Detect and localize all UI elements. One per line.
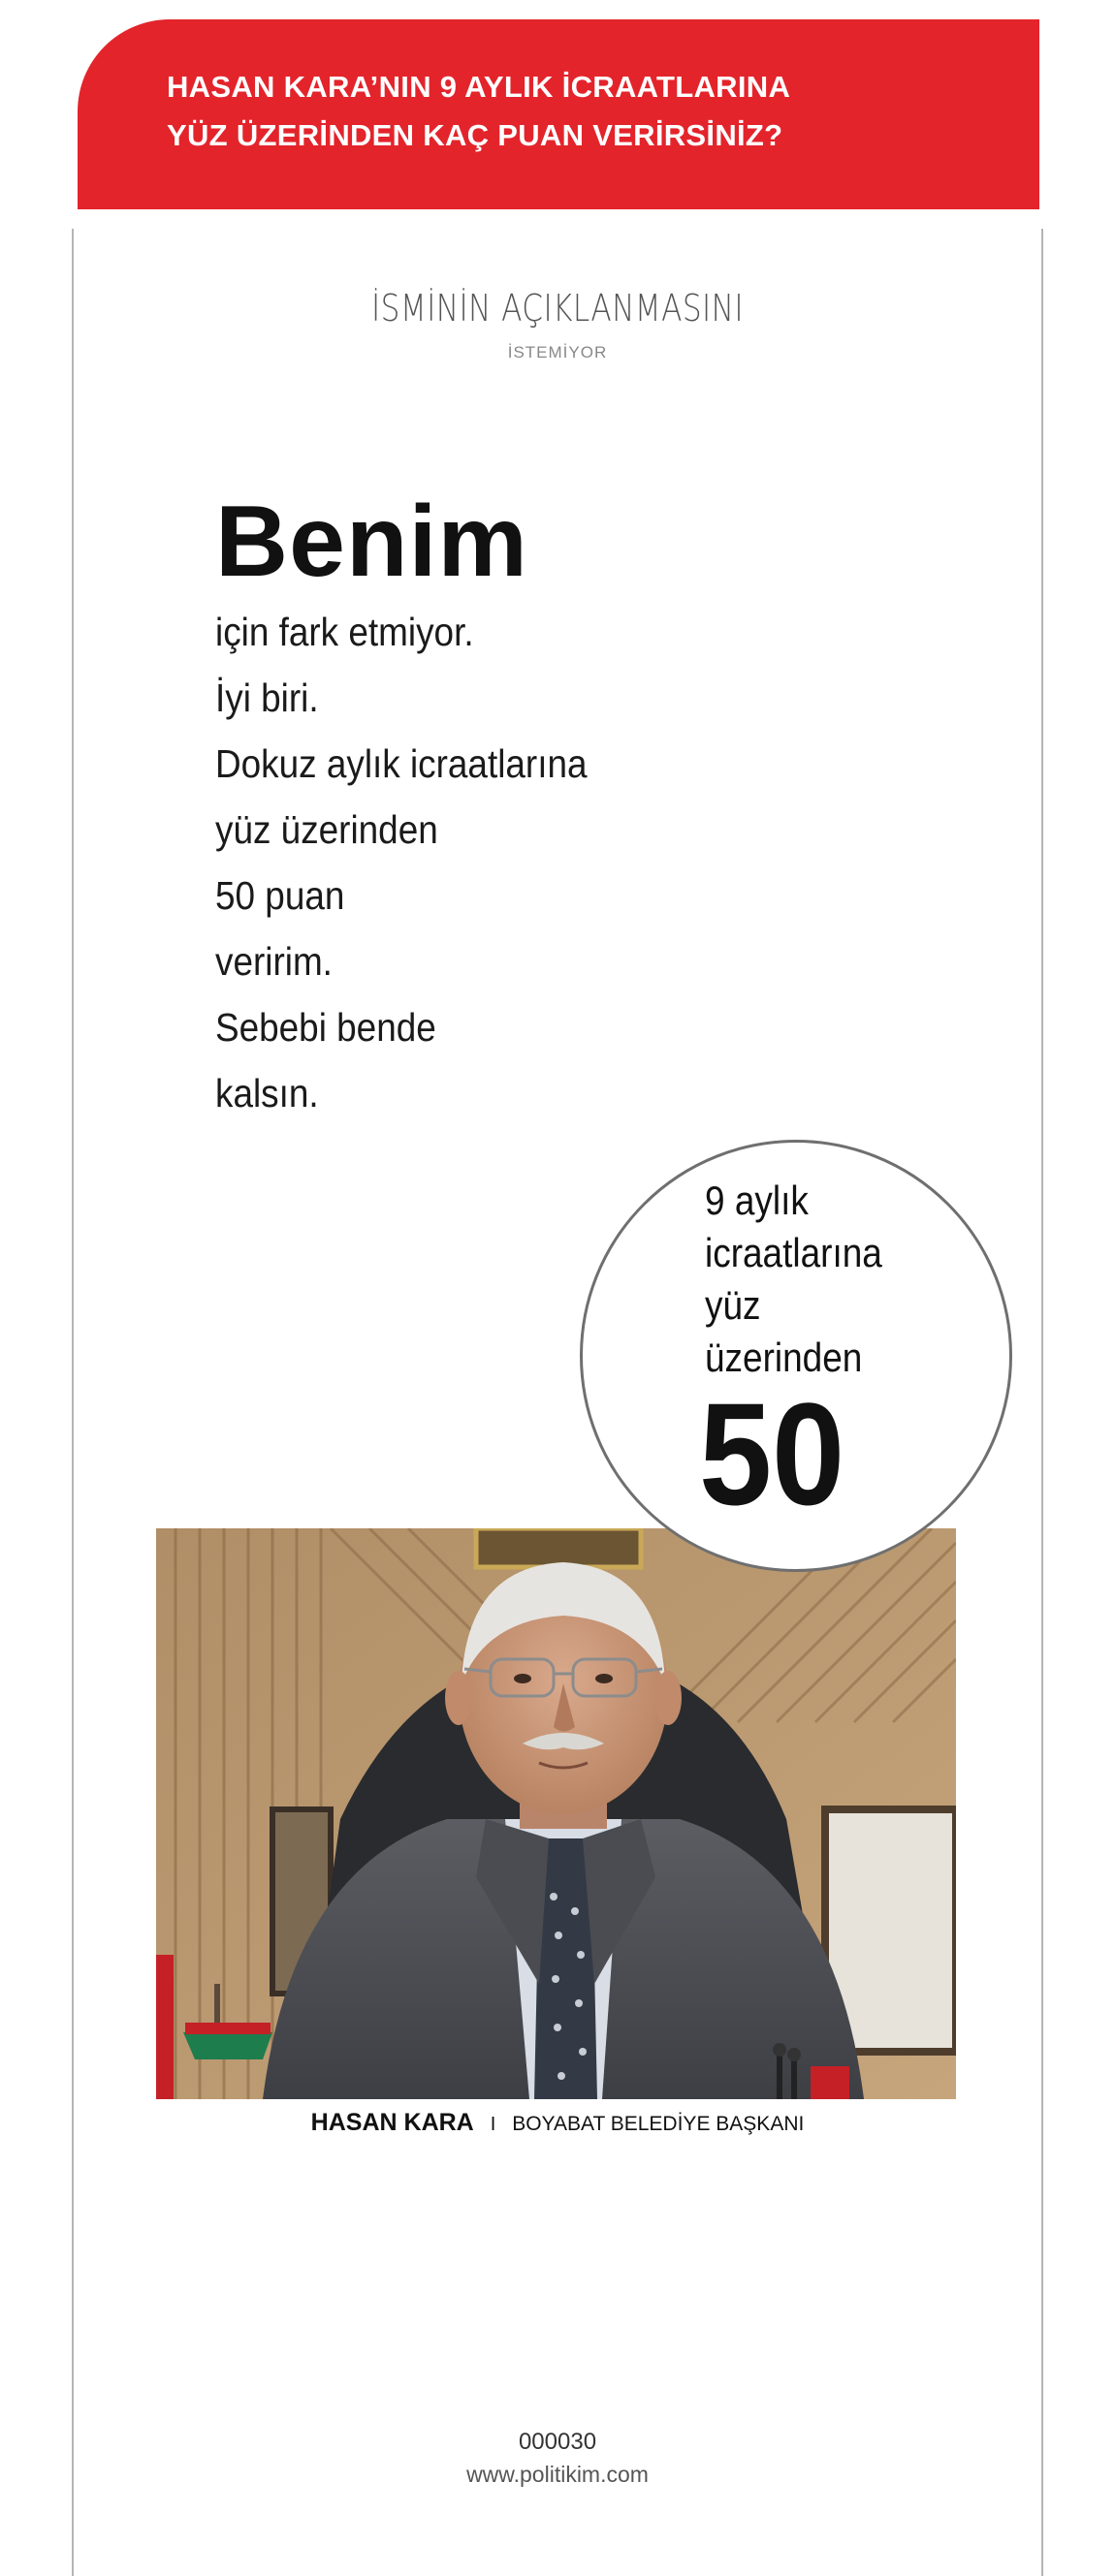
question-banner — [78, 19, 1039, 209]
page-frame-left-border — [72, 229, 74, 2576]
quote-line: için fark etmiyor. — [215, 610, 474, 654]
quote-text — [215, 599, 628, 1126]
photo-caption — [0, 2109, 1115, 2137]
respondent-subtitle: İSTEMİYOR — [507, 343, 608, 361]
caption-title: BOYABAT BELEDİYE BAŞKANI — [512, 2113, 805, 2135]
quote-line: kalsın. — [215, 1071, 319, 1115]
quote-line: yüz üzerinden — [215, 807, 438, 852]
score-badge-line: icraatlarına — [705, 1230, 882, 1275]
page-frame-right-border — [1041, 229, 1043, 2576]
score-value: 50 — [699, 1372, 845, 1535]
footer-code: 000030 — [518, 2429, 597, 2455]
caption-name: HASAN KARA — [310, 2109, 474, 2136]
caption-separator: I — [490, 2114, 496, 2135]
score-badge-line: yüz — [705, 1282, 761, 1328]
quote-line: veririm. — [215, 939, 333, 984]
footer-url: www.politikim.com — [466, 2462, 649, 2487]
score-badge-line: 9 aylık — [705, 1178, 809, 1223]
score-badge-line: üzerinden — [705, 1335, 863, 1380]
quote-lead-word: Benim — [215, 486, 528, 598]
score-badge — [580, 1140, 1012, 1572]
quote-line: Sebebi bende — [215, 1005, 436, 1050]
quote-line: 50 puan — [215, 873, 345, 918]
quote-line: İyi biri. — [215, 675, 319, 720]
question-line-2: YÜZ ÜZERİNDEN KAÇ PUAN VERİRSİNİZ? — [167, 118, 783, 152]
respondent-title: İSMİNİN AÇIKLANMASINI — [371, 287, 744, 330]
mayor-portrait-photo — [156, 1528, 956, 2099]
question-line-1: HASAN KARA’NIN 9 AYLIK İCRAATLARINA — [167, 70, 791, 104]
portrait-illustration — [156, 1528, 956, 2099]
quote-line: Dokuz aylık icraatlarına — [215, 741, 588, 786]
